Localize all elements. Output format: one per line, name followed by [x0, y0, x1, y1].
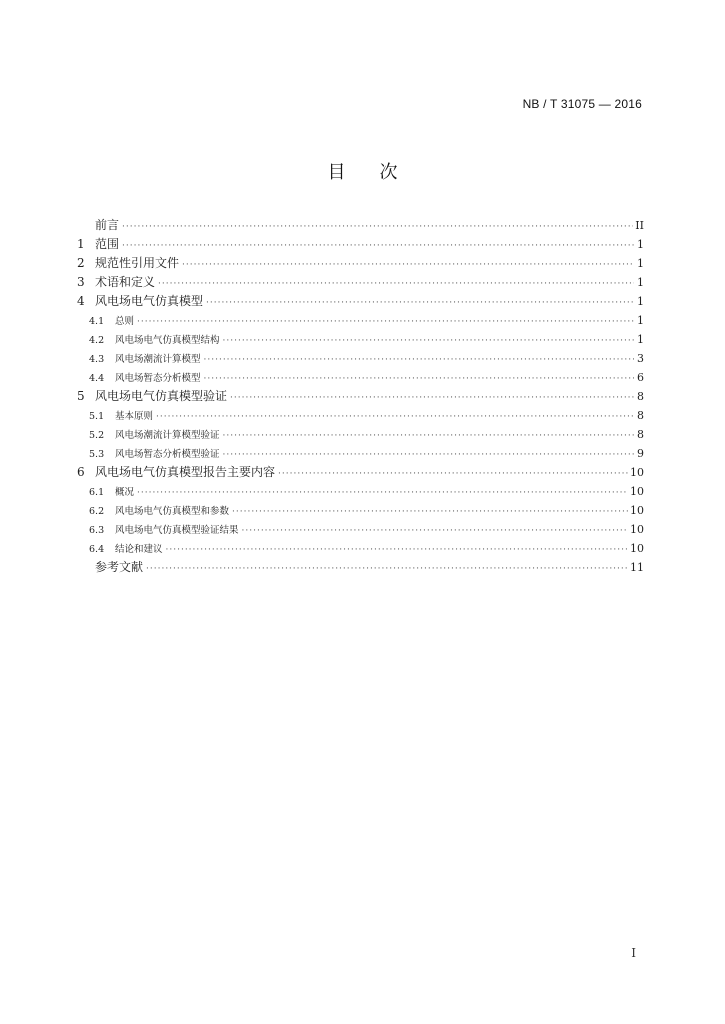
toc-entry-page: 10: [630, 485, 644, 498]
toc-entry-page: 1: [637, 276, 644, 289]
toc-entry-page: 10: [630, 523, 644, 536]
toc-entry-number: 3: [77, 275, 85, 289]
toc-entry-label: 风电场电气仿真模型和参数: [115, 506, 230, 517]
toc-leader-dots: [204, 370, 634, 389]
toc-entry-label: 风电场潮流计算模型验证: [115, 430, 220, 441]
toc-entry[interactable]: [77, 292, 644, 311]
toc-entry-number: 1: [77, 237, 85, 251]
toc-subentry[interactable]: [77, 349, 644, 368]
toc-entry[interactable]: [77, 254, 644, 273]
toc-subentry[interactable]: [77, 311, 644, 330]
toc-entry-label: 风电场暂态分析模型验证: [115, 449, 220, 460]
toc-entry-page: 1: [637, 314, 644, 327]
toc-entry-page: 1: [637, 257, 644, 270]
toc-entry-label: 风电场电气仿真模型结构: [115, 335, 220, 346]
toc-entry-number: 2: [77, 256, 85, 270]
toc-subentry[interactable]: [77, 406, 644, 425]
toc-entry[interactable]: [77, 235, 644, 254]
toc-entry-page: 8: [637, 409, 644, 422]
toc-entry-label: 前言: [95, 218, 120, 232]
toc-leader-dots: [223, 446, 634, 465]
table-of-contents: [77, 216, 644, 577]
toc-entry-number: 5.3: [89, 449, 105, 460]
toc-entry-number: 6.4: [89, 544, 105, 555]
toc-entry-number: 5.2: [89, 430, 105, 441]
toc-subentry[interactable]: [77, 425, 644, 444]
toc-subentry[interactable]: [77, 368, 644, 387]
toc-entry-number: 6: [77, 465, 85, 479]
toc-entry-page: 8: [637, 390, 644, 403]
page-number: I: [631, 946, 636, 960]
toc-entry-label: 基本原则: [115, 411, 154, 422]
toc-entry-number: 4.4: [89, 373, 105, 384]
toc-entry-page: 9: [637, 447, 644, 460]
toc-subentry[interactable]: [77, 330, 644, 349]
toc-subentry[interactable]: [77, 444, 644, 463]
toc-entry-page: 1: [637, 295, 644, 308]
toc-entry-label: 风电场电气仿真模型报告主要内容: [95, 465, 276, 479]
toc-leader-dots: [230, 389, 634, 408]
toc-entry[interactable]: [77, 387, 644, 406]
toc-entry-page: II: [635, 219, 644, 232]
toc-leader-dots: [223, 427, 634, 446]
toc-leader-dots: [278, 465, 628, 484]
toc-leader-dots: [242, 522, 628, 541]
toc-subentry[interactable]: [77, 482, 644, 501]
toc-entry-page: 6: [637, 371, 644, 384]
toc-entry-page: 10: [630, 466, 644, 479]
toc-entry-label: 总则: [115, 316, 135, 327]
toc-leader-dots: [166, 541, 628, 560]
toc-entry-page: 1: [637, 333, 644, 346]
toc-subentry[interactable]: [77, 539, 644, 558]
toc-entry-label: 概况: [115, 487, 135, 498]
toc-entry-number: 6.3: [89, 525, 105, 536]
toc-leader-dots: [182, 256, 634, 275]
toc-entry-number: 5: [77, 389, 85, 403]
toc-entry[interactable]: [77, 216, 644, 235]
standard-code: NB / T 31075 — 2016: [522, 97, 642, 111]
toc-entry-number: 4.3: [89, 354, 105, 365]
toc-subentry[interactable]: [77, 520, 644, 539]
toc-entry-number: 6.2: [89, 506, 105, 517]
toc-leader-dots: [122, 237, 634, 256]
toc-entry-label: 参考文献: [95, 560, 144, 574]
toc-leader-dots: [223, 332, 634, 351]
toc-entry-page: 10: [630, 542, 644, 555]
toc-leader-dots: [204, 351, 634, 370]
toc-entry[interactable]: [77, 463, 644, 482]
toc-entry-page: 10: [630, 504, 644, 517]
toc-entry-label: 风电场电气仿真模型: [95, 294, 204, 308]
toc-entry[interactable]: [77, 558, 644, 577]
toc-entry[interactable]: [77, 273, 644, 292]
toc-entry-label: 风电场电气仿真模型验证结果: [115, 525, 239, 536]
toc-entry-number: 4.1: [89, 316, 105, 327]
toc-subentry[interactable]: [77, 501, 644, 520]
toc-entry-number: 5.1: [89, 411, 105, 422]
toc-entry-page: 8: [637, 428, 644, 441]
toc-entry-label: 风电场潮流计算模型: [115, 354, 201, 365]
toc-entry-number: 6.1: [89, 487, 105, 498]
toc-entry-label: 风电场电气仿真模型验证: [95, 389, 228, 403]
toc-leader-dots: [232, 503, 628, 522]
toc-entry-label: 结论和建议: [115, 544, 163, 555]
toc-leader-dots: [158, 275, 634, 294]
toc-entry-number: 4.2: [89, 335, 105, 346]
toc-entry-label: 规范性引用文件: [95, 256, 180, 270]
toc-leader-dots: [206, 294, 634, 313]
toc-leader-dots: [122, 218, 633, 237]
toc-entry-page: 11: [630, 561, 644, 574]
toc-leader-dots: [156, 408, 634, 427]
toc-entry-page: 3: [637, 352, 644, 365]
page-title: 目次: [327, 162, 432, 183]
toc-entry-page: 1: [637, 238, 644, 251]
toc-leader-dots: [137, 313, 634, 332]
toc-leader-dots: [146, 560, 628, 579]
toc-entry-label: 风电场暂态分析模型: [115, 373, 201, 384]
toc-entry-number: 4: [77, 294, 85, 308]
toc-entry-label: 术语和定义: [95, 275, 156, 289]
toc-entry-label: 范围: [95, 237, 120, 251]
toc-leader-dots: [137, 484, 628, 503]
